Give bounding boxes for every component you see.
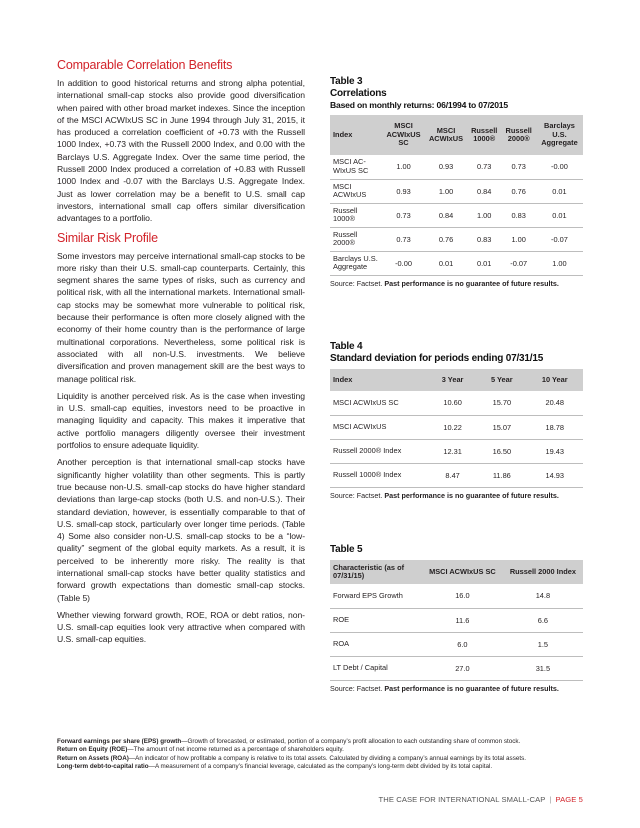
disclaimer-text: Past performance is no guarantee of future results. [384, 490, 559, 500]
table-cell: 31.5 [503, 656, 583, 680]
table-cell: 0.73 [382, 203, 425, 227]
table-cell: -0.00 [382, 251, 425, 275]
table-cell: 8.47 [428, 463, 477, 487]
column-header: Index [330, 369, 428, 391]
body-paragraph: Liquidity is another perceived risk. As is the case when investing in U.S. small-cap equities, investors need to be proactive in managing liquidity and capacity. This makes it imperative that active portfolio managers diligently oversee their investment portfolios to ensure adequate liquidity. [57, 390, 305, 451]
table-row [330, 155, 583, 179]
footnote-term: Return on Assets (ROA) [57, 754, 129, 762]
footer-title: THE CASE FOR INTERNATIONAL SMALL-CAP [378, 795, 546, 804]
table-header-row [330, 560, 583, 584]
row-label: Russell 1000® Index [330, 463, 428, 487]
table-cell: 12.31 [428, 439, 477, 463]
table-cell: 0.76 [501, 179, 535, 203]
table-cell: 1.00 [501, 227, 535, 251]
row-label: Forward EPS Growth [330, 584, 422, 608]
table5-label: Table 5 [330, 544, 363, 555]
table-cell: 10.22 [428, 415, 477, 439]
footnote-term: Return on Equity (ROE) [57, 746, 128, 754]
table-cell: 0.93 [382, 179, 425, 203]
column-header: MSCI ACWIxUS [425, 115, 467, 155]
column-header: MSCI ACWIxUS SC [382, 115, 425, 155]
table4-label: Table 4 [330, 341, 363, 352]
body-paragraph: In addition to good historical returns and strong alpha potential, international small-cap stocks also provide good diversification when paired with other broad market indexes. Since the inception of the MSCI ACWIxUS SC in June 1994 through July 31, 2015, it has produced a correlation coefficient of +0.73 with the Russell 1000 Index, +0.73 with the Russell 2000 Index, and 0.00 with the Barclays U.S. Aggregate Index. Over the same time period, the Russell 2000 Index produced a correlation of +0.83 with Russell 1000 Index and -0.07 with the Barclays U.S. Aggregate Index. Just as lower correlation may be a benefit to U.S. small cap investors, international small cap offers similar diversification advantages to a portfolio. [57, 78, 305, 224]
table-row [330, 463, 583, 487]
table-row [330, 632, 583, 656]
table-cell: 0.76 [425, 227, 467, 251]
footnote-item [57, 746, 587, 754]
table-header-row [330, 115, 583, 155]
left-column [57, 58, 305, 651]
body-paragraph: Another perception is that international small-cap stocks have significantly higher volatility than other segments. This is partly true because non-U.S. small-cap stocks do have higher standard deviations than large-cap stocks (both U.S. and non-U.S.). Their standard deviation, however, is essentially comparable to that of U.S. small-cap stock, particularly over longer time periods. (Table 4) Some also consider non-U.S. small-cap stocks to be a “low-quality” segment of the global equity markets. As a result, it is perceived to be inherently more risky. The reality is that international small-cap stocks have better quality statistics and forward growth expectations than domestic small-cap stocks. (Table 5) [57, 457, 305, 603]
table-row [330, 391, 583, 415]
table3-source [330, 279, 583, 288]
footnote-item [57, 755, 587, 763]
table-cell: 1.5 [503, 632, 583, 656]
table-cell: 0.01 [425, 251, 467, 275]
table-row [330, 227, 583, 251]
table-cell: 0.84 [425, 203, 467, 227]
table-cell: 15.70 [477, 391, 526, 415]
column-header: 10 Year [526, 369, 583, 391]
column-header: 3 Year [428, 369, 477, 391]
table-cell: 18.78 [526, 415, 583, 439]
table3-title: Correlations [330, 88, 387, 99]
footnote-item [57, 763, 587, 771]
footnote-definition: —Growth of forecasted, or estimated, portion of a company’s profit allocation to each outstanding share of common stock. [181, 738, 521, 745]
table-cell: 15.07 [477, 415, 526, 439]
column-header: Index [330, 115, 382, 155]
table-cell: 11.86 [477, 463, 526, 487]
footnote-term: Forward earnings per share (EPS) growth [57, 738, 182, 745]
table-row [330, 203, 583, 227]
column-header: Characteristic (as of 07/31/15) [330, 560, 422, 584]
table-cell: 1.00 [382, 155, 425, 179]
column-header: Russell 2000® [501, 115, 535, 155]
source-text: Source: Factset. [330, 490, 385, 500]
table-row [330, 656, 583, 680]
std-dev-table [330, 369, 583, 488]
table-cell: 6.0 [422, 632, 503, 656]
table-cell: -0.00 [536, 155, 583, 179]
table-row [330, 584, 583, 608]
footnote-definition: —An indicator of how profitable a company is relative to its total assets. Calculated by dividing a company’s annual earnings by its total assets. [128, 754, 526, 762]
table-cell: 16.50 [477, 439, 526, 463]
table-header-row [330, 369, 583, 391]
table-cell: 0.73 [467, 155, 501, 179]
row-label: ROE [330, 608, 422, 632]
table-cell: 1.00 [467, 203, 501, 227]
table-row [330, 608, 583, 632]
table-cell: 0.93 [425, 155, 467, 179]
glossary-footnotes [57, 738, 587, 771]
table-cell: 0.01 [536, 203, 583, 227]
row-label: MSCI AC-WIxUS SC [330, 155, 382, 179]
correlation-table [330, 115, 583, 276]
source-text: Source: Factset. [330, 278, 385, 288]
table4-source [330, 491, 583, 500]
table-cell: 14.8 [503, 584, 583, 608]
table-row [330, 179, 583, 203]
table-cell: 14.93 [526, 463, 583, 487]
table-cell: 20.48 [526, 391, 583, 415]
table5-block [330, 544, 583, 693]
disclaimer-text: Past performance is no guarantee of future results. [384, 278, 559, 288]
row-label: Barclays U.S. Aggregate [330, 251, 382, 275]
table-cell: 0.83 [501, 203, 535, 227]
footer-separator: | [549, 795, 552, 804]
column-header: 5 Year [477, 369, 526, 391]
table-cell: 1.00 [425, 179, 467, 203]
table-cell: 6.6 [503, 608, 583, 632]
footnote-definition: —A measurement of a company’s financial leverage, calculated as the company’s long-term debt divided by its total capital. [148, 762, 493, 770]
column-header: Russell 2000 Index [503, 560, 583, 584]
page-footer [379, 795, 583, 804]
table-cell: 0.01 [536, 179, 583, 203]
table3-block [330, 76, 583, 288]
row-label: Russell 2000® Index [330, 439, 428, 463]
page-number: PAGE 5 [555, 795, 583, 804]
table-cell: 0.84 [467, 179, 501, 203]
table4-block [330, 341, 583, 500]
column-header: Barclays U.S. Aggregate [536, 115, 583, 155]
table-cell: -0.07 [501, 251, 535, 275]
row-label: MSCI ACWIxUS SC [330, 391, 428, 415]
section-title-correlation: Comparable Correlation Benefits [57, 58, 233, 72]
table-cell: 0.73 [501, 155, 535, 179]
body-paragraph: Whether viewing forward growth, ROE, ROA or debt ratios, non-U.S. small-cap equities look very attractive when compared with U.S. small-cap equities. [57, 609, 305, 645]
row-label: LT Debt / Capital [330, 656, 422, 680]
disclaimer-text: Past performance is no guarantee of future results. [384, 683, 559, 693]
table-cell: 11.6 [422, 608, 503, 632]
table-cell: 0.73 [382, 227, 425, 251]
table-cell: 1.00 [536, 251, 583, 275]
table5-source [330, 684, 583, 693]
table3-subtitle: Based on monthly returns: 06/1994 to 07/2015 [330, 100, 508, 110]
table-row [330, 439, 583, 463]
footnote-definition: —The amount of net income returned as a percentage of shareholders equity. [127, 746, 344, 754]
row-label: ROA [330, 632, 422, 656]
body-paragraph: Some investors may perceive international small-cap stocks to be more risky than their U.S. small-cap counterparts. Certainly, this segment shares the same types of risks, such as currency and political risk, with all the international markets. International small-cap stocks may be somewhat more vulnerable to political risk, because their performance is often more closely aligned with the economy of their home country than is the performance of large multinational corporations. Nevertheless, some political risk is associated with all non-U.S. investments. We believe diversification and proven management skill are the best ways to manage political risk. [57, 250, 305, 384]
table-cell: 10.60 [428, 391, 477, 415]
row-label: MSCI ACWIxUS [330, 179, 382, 203]
table-cell: 0.01 [467, 251, 501, 275]
table-cell: -0.07 [536, 227, 583, 251]
column-header: MSCI ACWIxUS SC [422, 560, 503, 584]
table4-title: Standard deviation for periods ending 07/31/15 [330, 353, 544, 364]
footnote-term: Long-term debt-to-capital ratio [57, 762, 149, 770]
table3-label: Table 3 [330, 76, 363, 87]
footnote-item [57, 738, 587, 746]
table-cell: 0.83 [467, 227, 501, 251]
table-cell: 27.0 [422, 656, 503, 680]
table-cell: 16.0 [422, 584, 503, 608]
column-header: Russell 1000® [467, 115, 501, 155]
quality-stats-table [330, 560, 583, 681]
source-text: Source: Factset. [330, 683, 385, 693]
row-label: Russell 1000® [330, 203, 382, 227]
section-title-risk: Similar Risk Profile [57, 230, 158, 245]
table-cell: 19.43 [526, 439, 583, 463]
table-row [330, 251, 583, 275]
table-row [330, 415, 583, 439]
row-label: MSCI ACWIxUS [330, 415, 428, 439]
row-label: Russell 2000® [330, 227, 382, 251]
